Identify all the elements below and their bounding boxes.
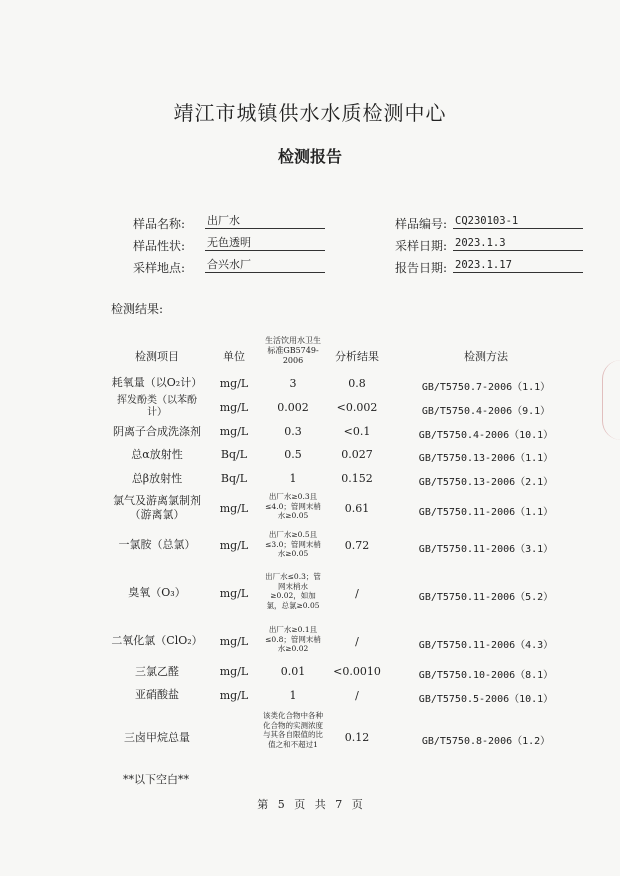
table-row-method: GB/T5750.13-2006（1.1）: [418, 453, 554, 464]
table-row-result: 0.61: [344, 502, 370, 515]
stamp-edge-mark: [602, 360, 620, 440]
table-row-method: GB/T5750.11-2006（5.2）: [418, 592, 554, 603]
org-name: 靖江市城镇供水水质检测中心: [173, 101, 447, 125]
table-row-item: 亚硝酸盐: [135, 688, 179, 701]
table-row-result: /: [355, 689, 359, 702]
table-row-unit: mg/L: [219, 689, 249, 702]
table-row-standard: 出厂水≥0.1且≤0.8；管网末梢水≥0.02: [265, 625, 321, 653]
table-row-unit: mg/L: [219, 425, 249, 438]
table-row-standard: 0.002: [277, 401, 309, 414]
table-row-method: GB/T5750.11-2006（4.3）: [418, 640, 554, 651]
sample-name-label: 样品名称:: [132, 217, 185, 231]
report-date-value: 2023.1.17: [453, 258, 583, 273]
table-row-method: GB/T5750.5-2006（10.1）: [418, 694, 554, 705]
table-row-item: 总β放射性: [131, 472, 183, 485]
table-row-result: 0.027: [341, 448, 373, 461]
table-row-unit: mg/L: [219, 377, 249, 390]
table-row-unit: mg/L: [219, 502, 249, 515]
table-row-item: 三卤甲烷总量: [124, 731, 190, 744]
table-row-unit: Bq/L: [220, 448, 248, 461]
table-row-unit: mg/L: [219, 539, 249, 552]
table-row-item: 臭氧（O₃）: [128, 586, 186, 599]
table-row-result: <0.1: [343, 425, 371, 438]
header-item: 检测项目: [135, 350, 179, 363]
table-row-result: <0.0010: [333, 665, 381, 678]
table-row-method: GB/T5750.8-2006（1.2）: [421, 736, 551, 747]
table-row-result: <0.002: [336, 401, 378, 414]
table-row-unit: mg/L: [219, 665, 249, 678]
page-footer: 第 5 页 共 7 页: [257, 798, 363, 811]
table-row-item: 一氯胺（总氯）: [118, 538, 196, 551]
table-row-method: GB/T5750.13-2006（2.1）: [418, 477, 554, 488]
table-row-standard: 出厂水≥0.5且≤3.0；管网末梢水≥0.05: [265, 530, 321, 558]
sample-date-label: 采样日期:: [394, 239, 447, 253]
table-row-item: 阴离子合成洗涤剂: [113, 425, 201, 438]
table-row-result: 0.152: [341, 472, 373, 485]
sample-date-value: 2023.1.3: [453, 236, 583, 251]
table-row-method: GB/T5750.4-2006（10.1）: [418, 430, 554, 441]
table-row-method: GB/T5750.7-2006（1.1）: [421, 382, 551, 393]
sample-no-value: CQ230103-1: [453, 214, 583, 229]
table-row-standard: 出厂水≥0.3且≤4.0；管网末梢水≥0.05: [265, 492, 321, 520]
report-date-label: 报告日期:: [394, 261, 447, 275]
table-row-standard: 出厂水≤0.3；管网末梢水≥0.02，如加氯，总氯≥0.05: [265, 572, 321, 610]
table-row-item: 挥发酚类（以苯酚计）: [117, 395, 197, 418]
table-row-standard: 0.5: [284, 448, 302, 461]
table-row-method: GB/T5750.11-2006（3.1）: [418, 544, 554, 555]
header-standard: 生活饮用水卫生标准GB5749-2006: [265, 336, 321, 365]
header-method: 检测方法: [464, 350, 508, 363]
table-row-unit: mg/L: [219, 587, 249, 600]
sample-location-value: 合兴水厂: [205, 258, 325, 273]
header-result: 分析结果: [335, 350, 379, 363]
sample-no-label: 样品编号:: [394, 217, 447, 231]
table-row-item: 总α放射性: [131, 448, 183, 461]
table-row-method: GB/T5750.10-2006（8.1）: [418, 670, 554, 681]
table-row-standard: 1: [289, 472, 297, 485]
end-mark: **以下空白**: [123, 773, 189, 786]
table-row-item: 二氧化氯（ClO₂）: [111, 634, 203, 647]
sample-location-label: 采样地点:: [132, 261, 185, 275]
table-row-item: 耗氧量（以O₂计）: [111, 376, 203, 389]
sample-name-value: 出厂水: [205, 214, 325, 229]
table-row-standard: 0.01: [280, 665, 306, 678]
doc-title: 检测报告: [277, 147, 342, 166]
sample-state-label: 样品性状:: [132, 239, 185, 253]
table-row-result: /: [355, 635, 359, 648]
table-row-item: 氯气及游离氯制剂（游离氯）: [113, 494, 201, 521]
table-row-standard: 3: [289, 377, 297, 390]
table-row-result: 0.8: [348, 377, 366, 390]
table-row-result: 0.72: [344, 539, 370, 552]
table-row-method: GB/T5750.11-2006（1.1）: [418, 507, 554, 518]
table-row-unit: mg/L: [219, 635, 249, 648]
results-label: 检测结果:: [111, 302, 164, 316]
table-row-method: GB/T5750.4-2006（9.1）: [421, 406, 551, 417]
header-unit: 单位: [223, 350, 245, 363]
table-row-standard: 1: [289, 689, 297, 702]
table-row-unit: mg/L: [219, 401, 249, 414]
table-row-unit: Bq/L: [220, 472, 248, 485]
table-row-item: 三氯乙醛: [135, 665, 179, 678]
table-row-standard: 该类化合物中各种化合物的实测浓度与其各自限值的比值之和不超过1: [263, 711, 323, 749]
sample-state-value: 无色透明: [205, 236, 325, 251]
table-row-result: 0.12: [344, 731, 370, 744]
table-row-standard: 0.3: [284, 425, 302, 438]
table-row-result: /: [355, 587, 359, 600]
